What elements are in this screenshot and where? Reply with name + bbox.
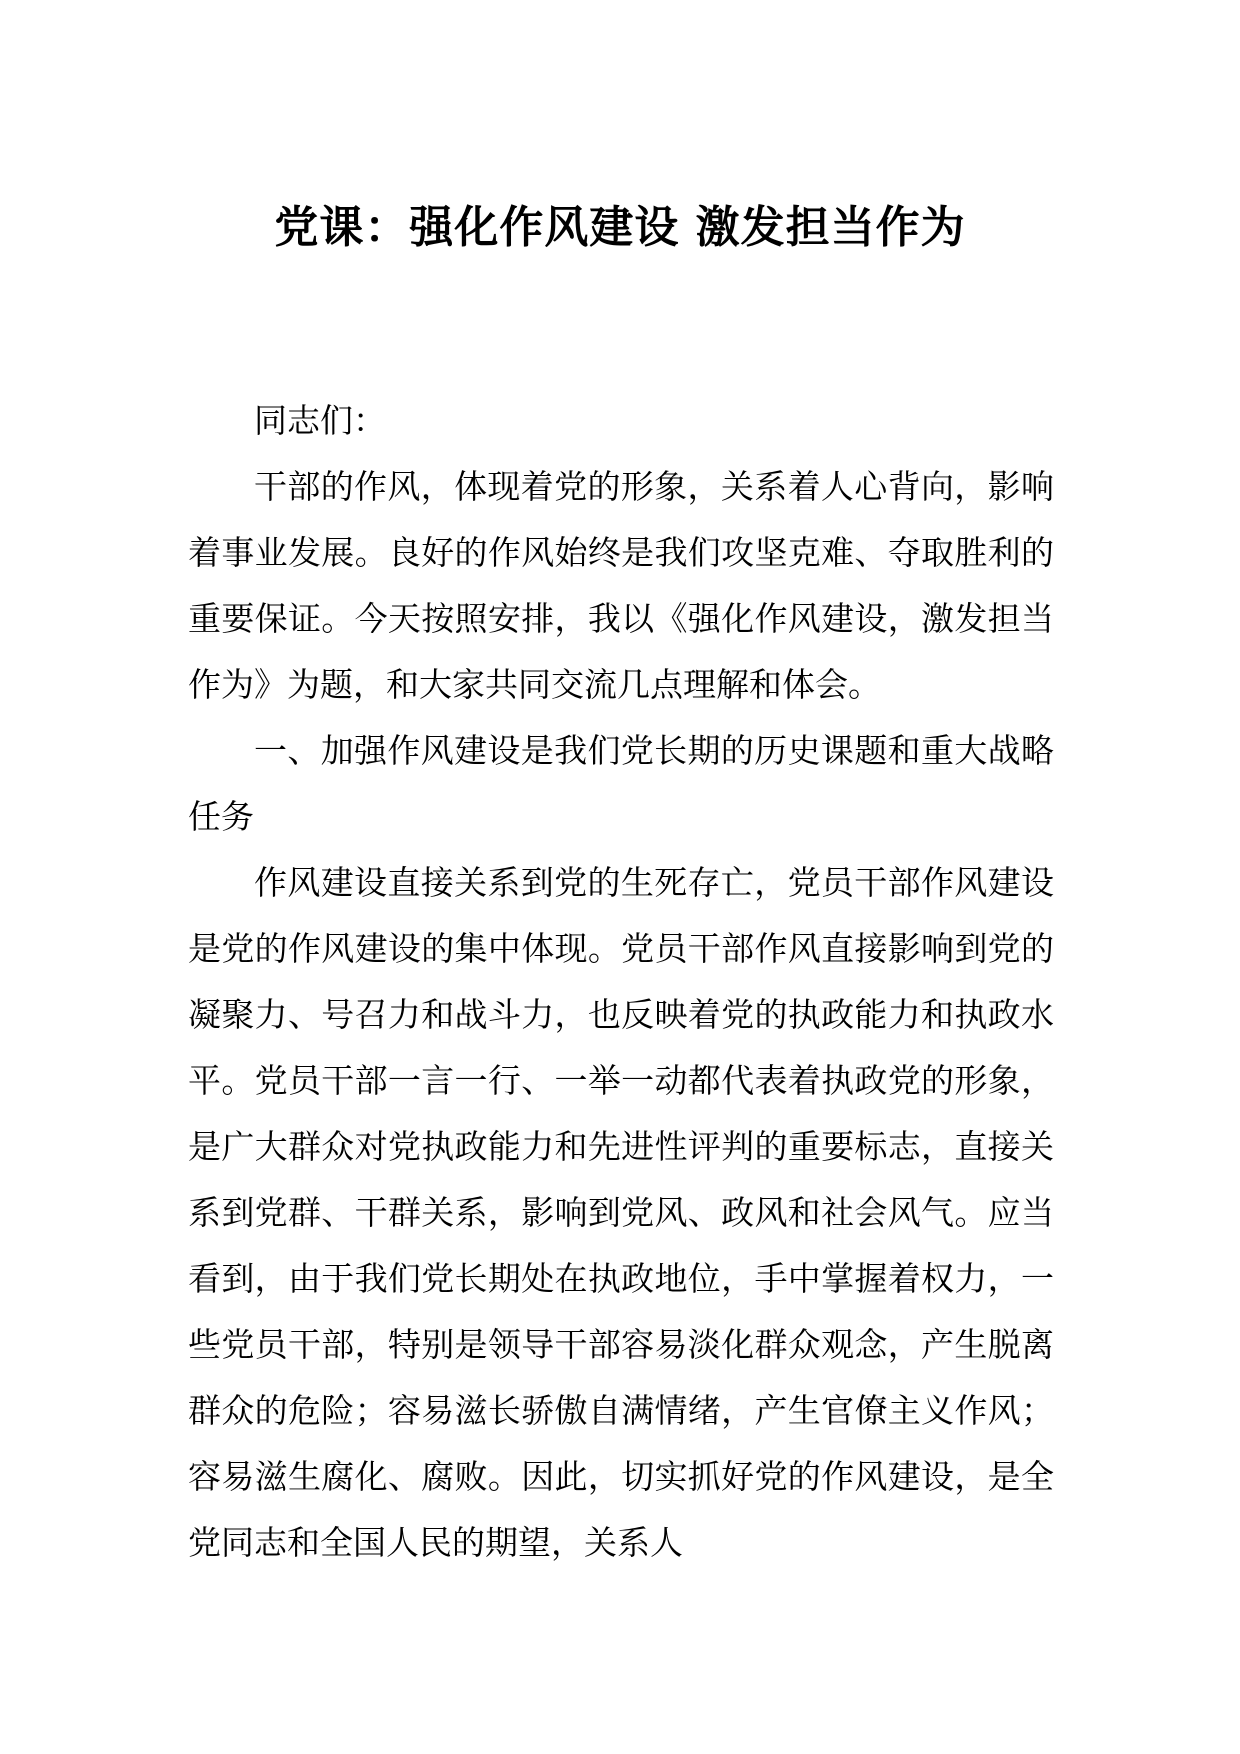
- document-title: 党课：强化作风建设 激发担当作为: [274, 202, 966, 253]
- document-body: [188, 388, 1054, 1576]
- section-heading-1: 一、加强作风建设是我们党长期的历史课题和重大战略任务: [188, 731, 1054, 836]
- paragraph-section-1: 作风建设直接关系到党的生死存亡，党员干部作风建设是党的作风建设的集中体现。党员干部作风直接影响到党的凝聚力、号召力和战斗力，也反映着党的执政能力和执政水平。党员干部一言一行、一举一动都代表着执政党的形象，是广大群众对党执政能力和先进性评判的重要标志，直接关系到党群、干群关系，影响到党风、政风和社会风气。应当看到，由于我们党长期处在执政地位，手中掌握着权力，一些党员干部，特别是领导干部容易淡化群众观念，产生脱离群众的危险；容易滋长骄傲自满情绪，产生官僚主义作风；容易滋生腐化、腐败。因此，切实抓好党的作风建设，是全党同志和全国人民的期望，关系人: [188, 863, 1054, 1562]
- paragraph-intro: 干部的作风，体现着党的形象，关系着人心背向，影响着事业发展。良好的作风始终是我们攻坚克难、夺取胜利的重要保证。今天按照安排，我以《强化作风建设，激发担当作为》为题，和大家共同交流几点理解和体会。: [188, 467, 1054, 704]
- salutation: 同志们：: [254, 401, 386, 440]
